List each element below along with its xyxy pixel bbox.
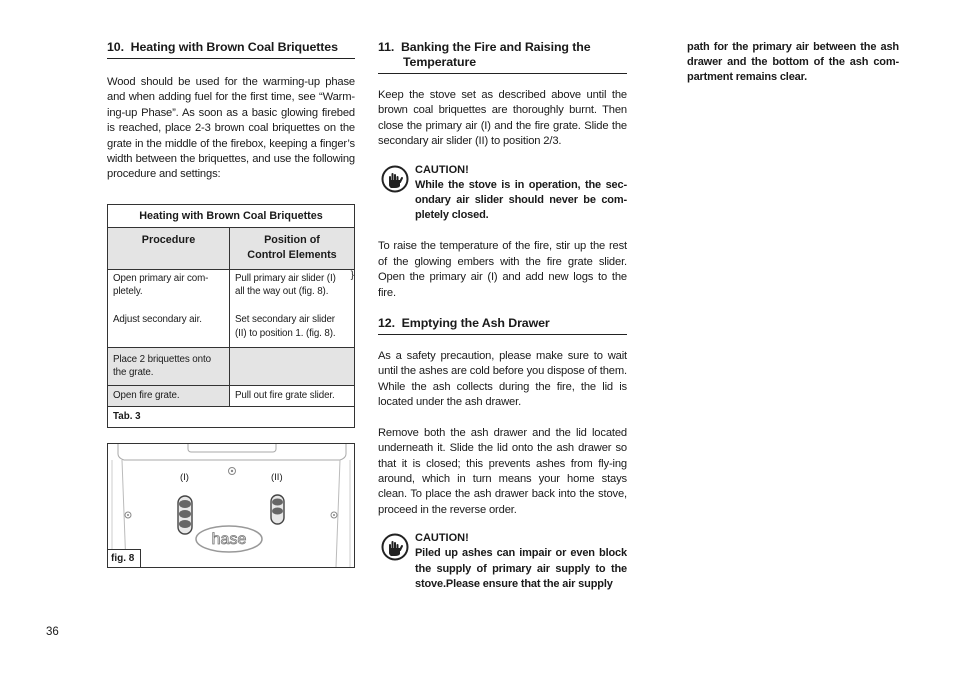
- section-10-intro: Wood should be used for the warming-up phase and when adding fuel for the first time, see “Warm-ing-up Phase”. As soon as a basic glowing firebed is reached, place 2-3 brown coal briquettes on the grate in the middle of the firebox, keeping a finger’s width between the briquettes, and use the following procedure and settings:: [107, 76, 355, 181]
- stove-diagram: [108, 444, 354, 567]
- caution-continued: path for the primary air between the ash drawer and the bottom of the ash com-partment remains clear.: [687, 41, 899, 84]
- caution-box: [378, 163, 627, 224]
- figure-8: [107, 443, 355, 568]
- table-cell-position: [230, 270, 351, 347]
- table-cell-procedure: [108, 348, 230, 385]
- briquettes-table: [107, 204, 355, 428]
- caution-title: CAUTION!: [415, 163, 469, 176]
- section-number: 12.: [378, 316, 395, 331]
- section-11-para2: To raise the temperature of the fire, stir up the rest of the glowing embers with the fire grate slider. Open the primary air (I) and add new logs to the fire.: [378, 240, 627, 299]
- cell-text: Open primary air com-pletely.: [113, 272, 209, 298]
- section-12-para1: As a safety precaution, please make sure to wait until the ashes are cold before you dispose of them. While the ash collects during the fire, the lid is located under the ash drawer.: [378, 350, 627, 409]
- header-position: [230, 228, 354, 269]
- section-number: 10.: [107, 40, 124, 54]
- table-row: [108, 386, 354, 407]
- section-title: Heating with Brown Coal Briquettes: [130, 40, 338, 54]
- cell-text: Adjust secondary air.: [113, 314, 202, 326]
- table-cell-position: [230, 386, 354, 406]
- header-procedure: Procedure: [108, 228, 230, 269]
- section-title-line1: Banking the Fire and Raising the: [400, 40, 591, 54]
- figure-caption: fig. 8: [108, 549, 141, 567]
- table-cell-position: [230, 348, 354, 385]
- section-12-heading: [378, 316, 627, 335]
- hand-warning-icon: [381, 165, 409, 193]
- table-footer: Tab. 3: [113, 410, 141, 422]
- section-title: Emptying the Ash Drawer: [401, 316, 550, 331]
- column-left: [107, 40, 355, 568]
- cell-text: Open fire grate.: [113, 389, 180, 401]
- section-number: 11.: [378, 40, 395, 54]
- table-title: Heating with Brown Coal Briquettes: [108, 205, 354, 228]
- table-row: [108, 348, 354, 386]
- label-secondary-slider: (II): [271, 471, 283, 483]
- header-position-line1: Position of: [264, 233, 320, 246]
- caution-text: While the stove is in operation, the sec-ondary air slider should never be com-pletely closed.: [415, 178, 627, 222]
- label-primary-slider: (I): [180, 471, 189, 483]
- section-11-heading: [378, 40, 627, 74]
- table-cell-procedure: [108, 270, 230, 347]
- cell-text: Pull primary air slider (I) all the way out (fig. 8).: [235, 272, 336, 298]
- caution-text: Piled up ashes can impair or even block the supply of primary air supply to the stove.Please ensure that the air supply: [415, 547, 627, 590]
- table-row: Open primary air com-pletely. Adjust secondary air. Pull primary air slider (I) all the way out (fig. 8). Set secondary air slider (II) to position 1. (fig. 8). }: [108, 270, 354, 348]
- column-middle: [378, 40, 627, 592]
- hand-warning-icon: [381, 533, 409, 561]
- caution-title: CAUTION!: [415, 532, 469, 545]
- cell-text: Set secondary air slider (II) to position 1. (fig. 8).: [235, 314, 336, 339]
- cell-text: Pull out fire grate slider.: [235, 389, 335, 401]
- page-number: 36: [46, 626, 59, 638]
- section-12-para2: Remove both the ash drawer and the lid located underneath it. Slide the lid onto the ash drawer so that it is closed; this prevents ashes from fly-ing around, which in turn means your home stays clean. To place the ash drawer back into the stove, proceed in the reverse order.: [378, 426, 627, 516]
- column-right: [687, 40, 899, 86]
- header-position-line2: Control Elements: [247, 248, 337, 261]
- table-cell-procedure: [108, 386, 230, 406]
- section-title-line2: Temperature: [403, 55, 477, 69]
- section-11-para1: Keep the stove set as described above until the brown coal briquettes are thoroughly burnt. Then close the primary air (I) and the fire grate. Slide the secondary air slider (II) to position 2/3.: [378, 89, 627, 148]
- caution-box: [378, 531, 627, 592]
- hase-logo: hase: [211, 530, 247, 548]
- section-10-heading: [107, 40, 355, 59]
- table-header: [108, 228, 354, 270]
- cell-text: Place 2 briquettes onto the grate.: [113, 353, 211, 379]
